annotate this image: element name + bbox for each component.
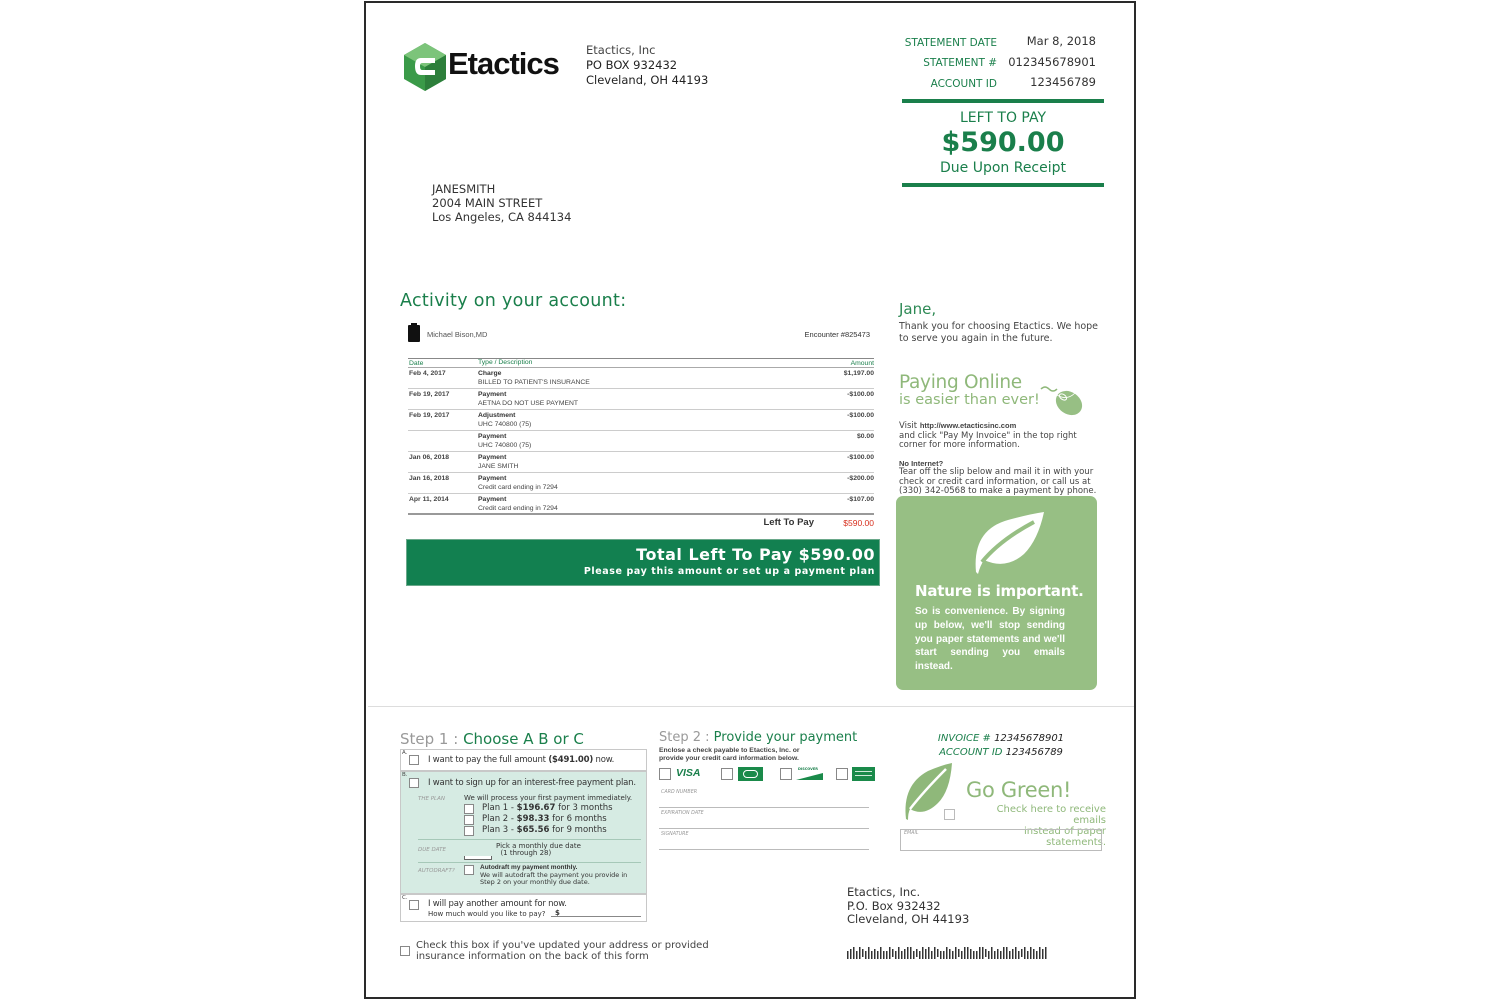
remit-line: P.O. Box 932432 xyxy=(847,898,941,913)
mastercard-logo-icon xyxy=(738,767,763,781)
row-amount: -$100.00 xyxy=(847,391,874,398)
left-to-pay-label: LEFT TO PAY xyxy=(959,109,1047,126)
option-letter: A. xyxy=(402,750,408,756)
go-green-heading: Go Green! xyxy=(966,778,1072,802)
hexagon-logo-icon xyxy=(404,43,446,91)
address-update-text: insurance information on the back of this form xyxy=(416,950,649,962)
step2-title xyxy=(659,730,857,745)
column-description: Type / Description xyxy=(478,358,533,366)
option-letter: B. xyxy=(402,772,408,778)
step2-line: Enclose a check payable to Etactics, Inc. or xyxy=(659,747,800,754)
autodraft-label: AUTODRAFT? xyxy=(418,868,455,874)
website-link[interactable]: http://www.etacticsinc.com xyxy=(919,421,1017,430)
statement-number-label: STATEMENT # xyxy=(923,57,997,70)
row-desc: Credit card ending in 7294 xyxy=(478,483,558,491)
due-text: Due Upon Receipt xyxy=(939,159,1067,176)
row-desc: Credit card ending in 7294 xyxy=(478,504,558,512)
row-type: Payment xyxy=(478,475,507,482)
table-header xyxy=(408,358,874,368)
left-to-pay-amount: $590.00 xyxy=(941,126,1065,158)
step1-prefix: Step 1 : xyxy=(400,730,464,748)
statement-number-row xyxy=(902,52,1104,73)
row-date: Apr 11, 2014 xyxy=(409,496,449,503)
autodraft-text: Autodraft my payment monthly. We will autodraft the payment you provide in Step 2 on your monthly due date. xyxy=(480,864,628,886)
statement-date: Mar 8, 2018 xyxy=(1026,34,1096,49)
total-banner xyxy=(406,539,880,586)
provider-row xyxy=(408,323,870,345)
activity-table xyxy=(408,358,874,515)
row-date: Jan 06, 2018 xyxy=(409,454,450,461)
plan-2-checkbox[interactable] xyxy=(464,815,474,825)
slip-account-id: 123456789 xyxy=(1005,747,1063,758)
postal-barcode-icon xyxy=(847,947,1047,959)
table-left-to-pay-label: Left To Pay xyxy=(763,517,814,528)
account-id-row xyxy=(902,72,1104,93)
row-type: Charge xyxy=(478,370,502,377)
row-date: Feb 4, 2017 xyxy=(409,370,446,377)
expiration-date-label: EXPIRATION DATE xyxy=(661,811,704,816)
option-c-checkbox[interactable] xyxy=(409,900,419,910)
plan-1-checkbox[interactable] xyxy=(464,804,474,814)
option-c-subtext: How much would you like to pay? xyxy=(428,910,546,918)
due-date-text: Pick a monthly due date (1 through 28) xyxy=(496,842,581,857)
row-date: Feb 19, 2017 xyxy=(409,412,450,419)
due-date-input[interactable] xyxy=(464,856,492,860)
sender-line: Etactics, Inc xyxy=(586,43,656,57)
logo-wordmark: Etactics xyxy=(448,46,559,81)
step2-instructions xyxy=(659,747,800,763)
divider-bar xyxy=(902,99,1104,103)
remit-line: Etactics, Inc. xyxy=(847,885,921,899)
table-row xyxy=(408,473,874,494)
table-row xyxy=(408,410,874,431)
card-number-field[interactable] xyxy=(659,788,869,808)
mastercard-checkbox[interactable] xyxy=(721,768,733,780)
sender-address xyxy=(586,43,708,88)
table-row xyxy=(408,431,874,452)
computer-mouse-icon xyxy=(1039,383,1085,419)
divider-bar xyxy=(902,183,1104,187)
statement-number: 012345678901 xyxy=(1008,54,1096,69)
row-amount: $1,197.00 xyxy=(843,370,874,377)
sender-line: Cleveland, OH 44193 xyxy=(586,73,709,87)
nature-heading: Nature is important. xyxy=(915,582,1084,600)
row-desc: JANE SMITH xyxy=(478,462,519,470)
table-row xyxy=(408,494,874,515)
visa-checkbox[interactable] xyxy=(659,768,671,780)
clipboard-icon xyxy=(408,325,420,342)
row-date: Jan 16, 2018 xyxy=(409,475,450,482)
greeting-name: Jane, xyxy=(899,300,937,318)
option-letter: C. xyxy=(402,895,408,901)
amex-checkbox[interactable] xyxy=(836,768,848,780)
row-desc: UHC 740800 (75) xyxy=(478,420,532,428)
due-date-label: DUE DATE xyxy=(418,847,446,853)
option-a-text: I want to pay the full amount ($491.00) now. xyxy=(428,755,615,765)
autodraft-checkbox[interactable] xyxy=(464,865,474,875)
row-date: Feb 19, 2017 xyxy=(409,391,450,398)
greeting-block xyxy=(899,300,1099,345)
email-field[interactable] xyxy=(900,829,1102,851)
table-row xyxy=(408,452,874,473)
invoice-info xyxy=(906,732,1096,760)
row-type: Payment xyxy=(478,391,507,398)
separator xyxy=(418,862,641,863)
address-update-text: Check this box if you've updated your address or provided xyxy=(416,940,709,951)
step2-prefix: Step 2 : xyxy=(659,730,714,745)
nature-promo-panel xyxy=(896,496,1097,690)
address-update-checkbox[interactable] xyxy=(400,946,410,956)
go-green-checkbox[interactable] xyxy=(944,809,955,820)
row-amount: -$200.00 xyxy=(847,475,874,482)
row-type: Payment xyxy=(478,454,507,461)
expiration-date-field[interactable] xyxy=(659,809,869,829)
discover-checkbox[interactable] xyxy=(780,768,792,780)
no-internet-heading: No Internet? xyxy=(899,458,944,468)
other-amount-input[interactable]: $ xyxy=(551,909,641,917)
encounter-number: Encounter #825473 xyxy=(804,330,870,339)
option-a-checkbox[interactable] xyxy=(409,755,419,765)
row-desc: UHC 740800 (75) xyxy=(478,441,532,449)
step1-heading: Choose A B or C xyxy=(463,730,584,748)
visit-instructions: and click "Pay My Invoice" in the top right corner for more information. xyxy=(899,430,1077,450)
table-row xyxy=(408,389,874,410)
sender-line: PO BOX 932432 xyxy=(586,58,678,72)
row-type: Adjustment xyxy=(478,412,516,419)
provider-name: Michael Bison,MD xyxy=(427,330,488,339)
row-date xyxy=(408,431,478,451)
no-internet-text: Tear off the slip below and mail it in with your check or credit card information, or call us at (330) 342-0568 to make a payment by phone. xyxy=(899,467,1097,496)
plan-1-text: Plan 1 - $196.67 for 3 months xyxy=(482,803,613,813)
column-amount: Amount xyxy=(850,359,874,367)
step1-title xyxy=(400,730,584,748)
invoice-label: INVOICE # xyxy=(937,733,995,744)
option-a xyxy=(400,749,647,771)
go-green-line: instead of paper statements. xyxy=(1024,826,1106,848)
plan-3-checkbox[interactable] xyxy=(464,826,474,836)
statement-summary xyxy=(902,31,1104,187)
invoice-number: 12345678901 xyxy=(994,733,1065,744)
card-type-options xyxy=(659,766,876,782)
step2-line: provide your credit card information below. xyxy=(659,755,799,762)
paying-online-subheading: is easier than ever! xyxy=(899,392,1040,408)
email-label: EMAIL xyxy=(904,831,919,836)
etactics-logo xyxy=(404,41,569,91)
option-c-text: I will pay another amount for now. xyxy=(428,899,567,909)
recipient-line: 2004 MAIN STREET xyxy=(432,196,543,210)
row-amount: -$100.00 xyxy=(847,412,874,419)
statement-date-label: STATEMENT DATE xyxy=(904,36,997,49)
plan-label: THE PLAN xyxy=(418,796,445,802)
paying-online-heading: Paying Online xyxy=(899,372,1022,393)
row-desc: BILLED TO PATIENT'S INSURANCE xyxy=(478,378,590,386)
row-amount: $0.00 xyxy=(856,433,874,440)
account-id: 123456789 xyxy=(1030,75,1096,90)
nature-body: So is convenience. By signing up below, we'll stop sending you paper statements and we'll start sending you emails instead. xyxy=(915,606,1065,673)
remit-line: Cleveland, OH 44193 xyxy=(847,912,970,926)
row-type: Payment xyxy=(478,433,507,440)
paying-online-promo xyxy=(899,373,1099,408)
activity-title: Activity on your account: xyxy=(400,291,627,311)
option-b-checkbox[interactable] xyxy=(409,778,419,788)
account-id-label: ACCOUNT ID xyxy=(930,77,997,90)
discover-logo-icon: DISCOVER xyxy=(796,767,823,781)
leaf-icon xyxy=(964,510,1048,576)
option-c xyxy=(400,894,647,922)
statement-page xyxy=(364,1,1136,999)
option-b xyxy=(400,771,647,894)
statement-date-row xyxy=(902,31,1104,52)
separator xyxy=(418,839,641,840)
plan-2-text: Plan 2 - $98.33 for 6 months xyxy=(482,814,607,824)
remit-address xyxy=(847,886,969,927)
visit-prefix: Visit xyxy=(899,421,920,431)
recipient-line: Los Angeles, CA 844134 xyxy=(432,210,572,224)
total-subtext: Please pay this amount or set up a payment plan xyxy=(583,566,875,577)
table-left-to-pay xyxy=(408,517,874,531)
plan-3-text: Plan 3 - $65.56 for 9 months xyxy=(482,825,607,835)
signature-field[interactable] xyxy=(659,830,869,850)
visa-logo-icon: VISA xyxy=(676,767,701,779)
table-left-to-pay-amount: $590.00 xyxy=(843,518,874,528)
step2-heading: Provide your payment xyxy=(713,730,858,745)
left-to-pay-block xyxy=(902,110,1104,176)
signature-label: SIGNATURE xyxy=(661,832,689,837)
recipient-address xyxy=(432,182,571,224)
amex-logo-icon xyxy=(852,767,875,781)
card-number-label: CARD NUMBER xyxy=(661,790,698,795)
column-date: Date xyxy=(409,359,424,367)
option-b-text: I want to sign up for an interest-free payment plan. xyxy=(428,778,636,788)
tear-off-line xyxy=(368,706,1134,707)
paying-online-instructions xyxy=(899,421,1099,497)
thank-you-message: Thank you for choosing Etactics. We hope to serve you again in the future. xyxy=(899,321,1099,344)
plan-intro: We will process your first payment immediately. xyxy=(464,794,633,802)
row-desc: AETNA DO NOT USE PAYMENT xyxy=(478,399,579,407)
table-row xyxy=(408,368,874,389)
row-amount: -$100.00 xyxy=(847,454,874,461)
total-left-to-pay: Total Left To Pay $590.00 xyxy=(636,545,875,564)
go-green-line: Check here to receive emails xyxy=(996,804,1106,826)
row-amount: -$107.00 xyxy=(847,496,874,503)
address-update-check xyxy=(400,941,709,962)
slip-account-label: ACCOUNT ID xyxy=(939,747,1006,758)
recipient-line: JANESMITH xyxy=(432,182,496,196)
row-type: Payment xyxy=(478,496,507,503)
